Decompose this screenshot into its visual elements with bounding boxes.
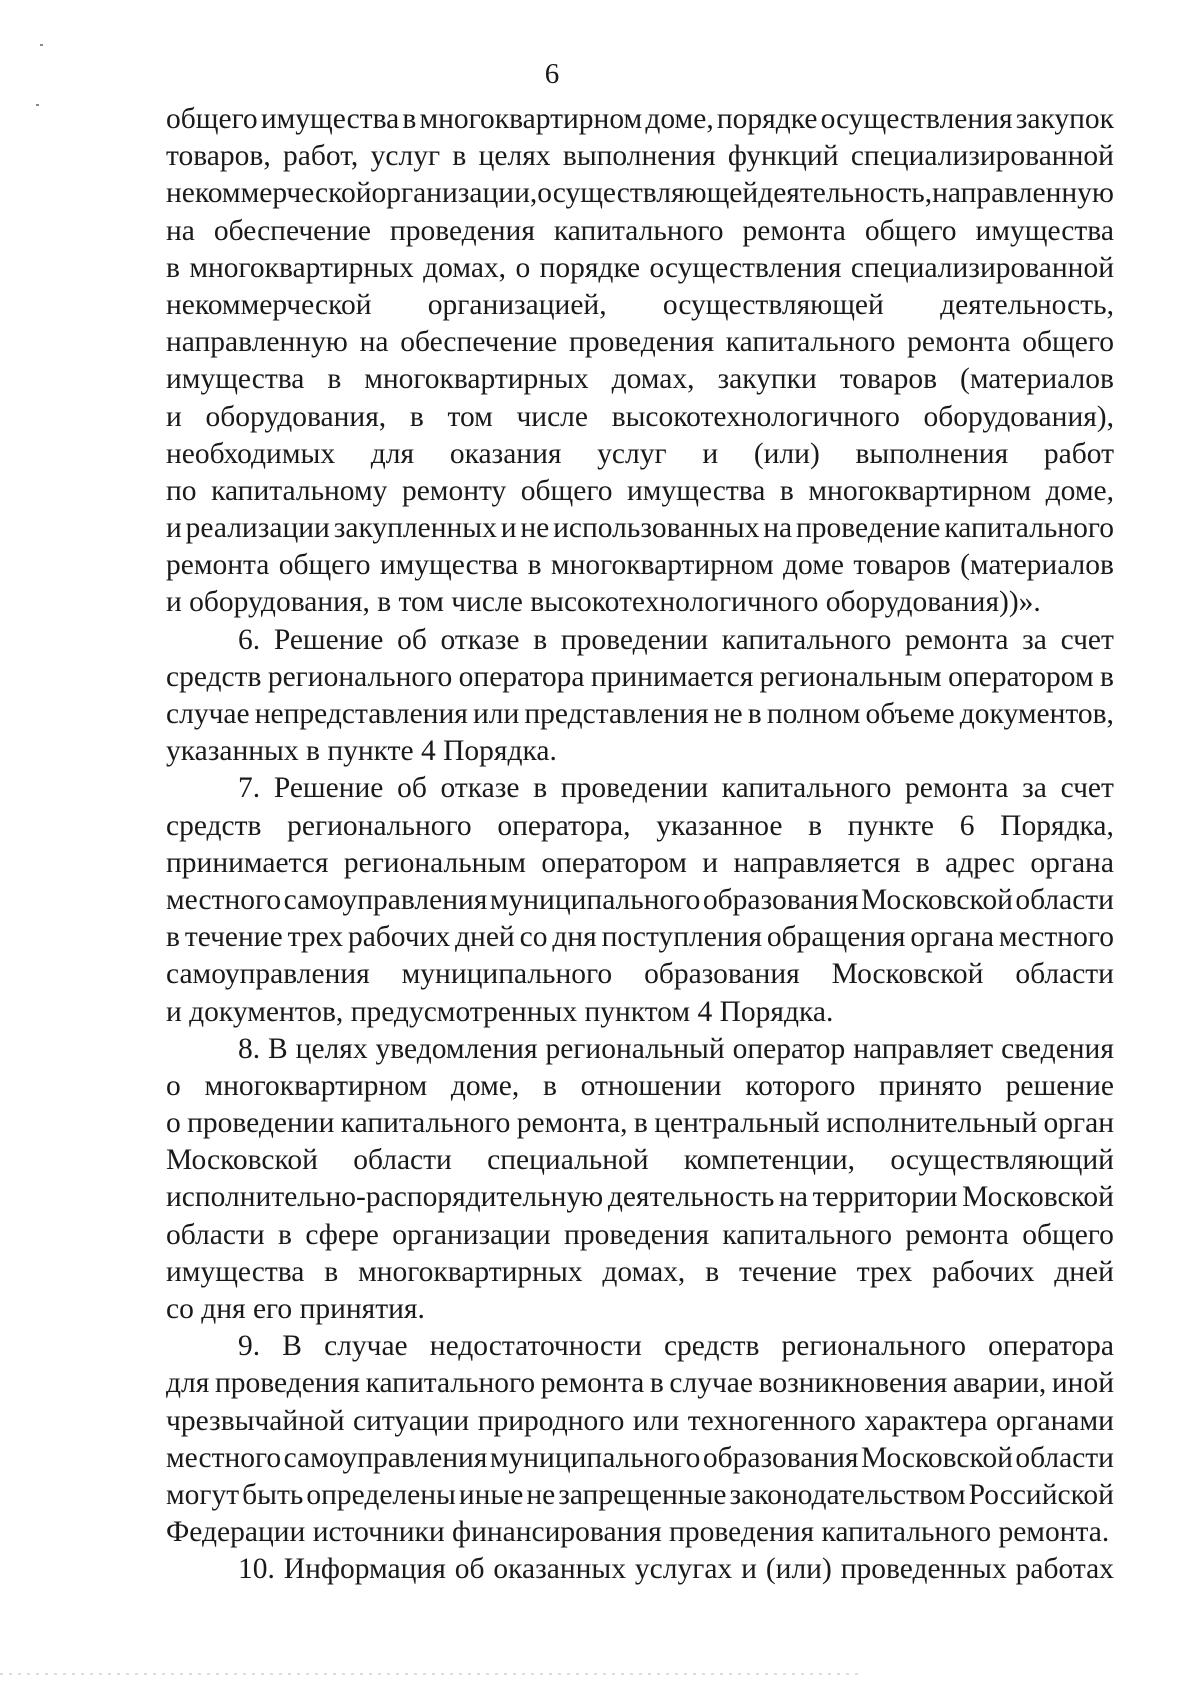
text-line: самоуправления муниципального образования Московской области [166,958,1114,991]
text-line: и документов, предусмотренных пунктом 4 Порядка. [166,995,834,1028]
text-line: местного самоуправления муниципального образования Московской области [166,1441,1114,1474]
text-line: в течение трех рабочих дней со дня поступления обращения органа местного [166,921,1114,954]
text-line: указанных в пункте 4 Порядка. [166,735,557,768]
text-line: исполнительно-распорядительную деятельность на территории Московской [166,1181,1114,1214]
text-line: Федерации источники финансирования проведения капитального ремонта. [166,1516,1110,1549]
text-line: 9. В случае недостаточности средств регионального оператора [238,1330,1114,1363]
text-line: ремонта общего имущества в многоквартирном доме товаров (материалов [166,549,1114,582]
scan-speck [36,104,39,106]
scan-speck [40,44,43,46]
text-line: необходимых для оказания услуг и (или) выполнения работ [166,437,1114,470]
text-line: о многоквартирном доме, в отношении которого принято решение [166,1069,1114,1102]
text-line: средств регионального оператора принимается региональным оператором в [166,660,1114,693]
text-line: о проведении капитального ремонта, в центральный исполнительный орган [166,1107,1114,1140]
text-line: и оборудования, в том числе высокотехнологичного оборудования))». [166,586,1041,619]
text-line: и реализации закупленных и не использованных на проведение капитального [166,512,1114,545]
text-line: принимается региональным оператором и направляется в адрес органа [166,846,1114,879]
text-line: общего имущества в многоквартирном доме, порядке осуществления закупок [166,103,1114,135]
text-line: для проведения капитального ремонта в случае возникновения аварии, иной [166,1367,1114,1400]
text-line: 8. В целях уведомления региональный оператор направляет сведения [238,1032,1114,1065]
text-line: некоммерческой организацией, осуществляющей деятельность, [166,288,1114,321]
text-line: местного самоуправления муниципального образования Московской области [166,883,1114,916]
text-line: средств регионального оператора, указанное в пункте 6 Порядка, [166,809,1114,842]
text-line: случае непредставления или представления не в полном объеме документов, [166,698,1114,730]
text-line: чрезвычайной ситуации природного или техногенного характера органами [166,1404,1114,1437]
text-line: со дня его принятия. [166,1293,425,1325]
text-line: товаров, работ, услуг в целях выполнения функций специализированной [166,140,1114,173]
text-line: по капитальному ремонту общего имущества в многоквартирном доме, [166,474,1114,507]
text-line: в многоквартирных домах, о порядке осуществления специализированной [166,251,1114,284]
text-line: имущества в многоквартирных домах, в течение трех рабочих дней [166,1255,1114,1288]
scan-edge-artifact [0,1673,860,1675]
text-line: 7. Решение об отказе в проведении капитального ремонта за счет [238,772,1114,805]
text-line: и оборудования, в том числе высокотехнологичного оборудования), [166,400,1114,433]
document-body [166,101,1114,1589]
text-line: могут быть определены иные не запрещенные законодательством Российской [166,1478,1114,1511]
text-line: Московской области специальной компетенции, осуществляющий [166,1144,1114,1177]
text-line: направленную на обеспечение проведения капитального ремонта общего [166,326,1114,359]
page-number: 6 [544,58,560,90]
text-line: 10. Информация об оказанных услугах и (или) проведенных работах [238,1553,1114,1586]
text-line: 6. Решение об отказе в проведении капитального ремонта за счет [238,623,1114,656]
text-line: на обеспечение проведения капитального ремонта общего имущества [166,214,1114,247]
text-line: области в сфере организации проведения капитального ремонта общего [166,1218,1114,1251]
text-line: имущества в многоквартирных домах, закупки товаров (материалов [166,363,1114,396]
text-line: некоммерческой организации, осуществляющей деятельность, направленную [166,177,1114,210]
